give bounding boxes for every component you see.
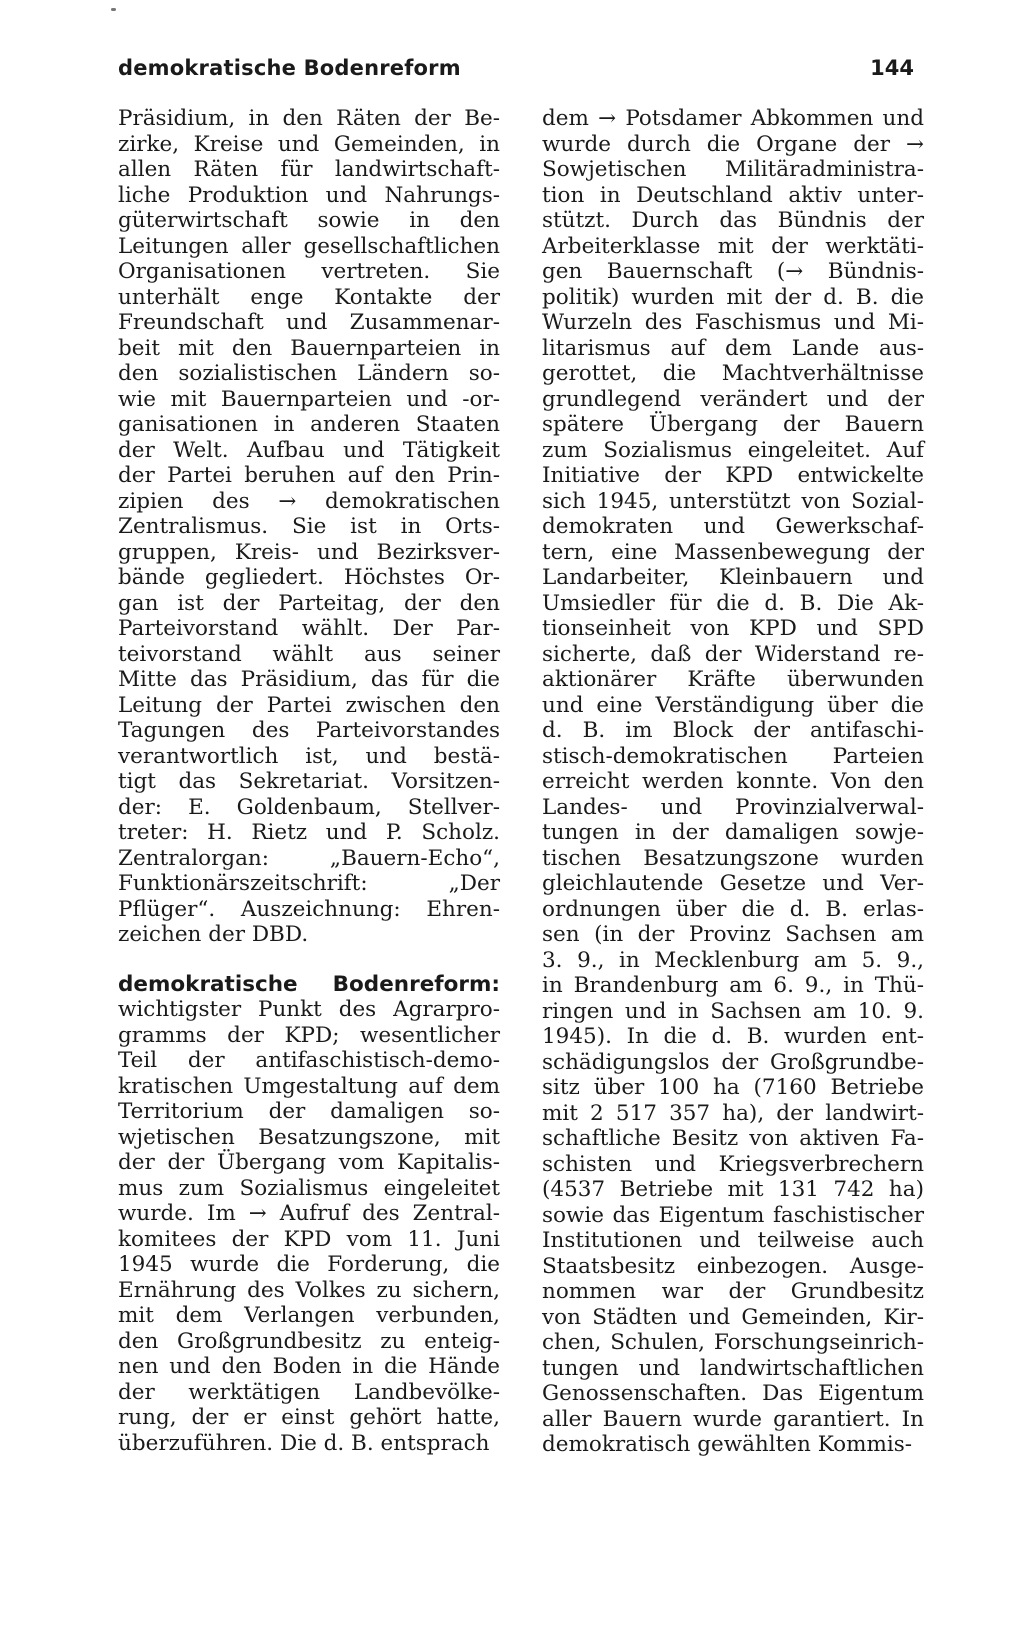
text-line: überzuführen. Die d. B. entsprach bbox=[118, 1430, 490, 1456]
text-line: schaftliche Besitz von aktiven Fa- bbox=[542, 1126, 924, 1151]
text-line: 1945). In die d. B. wurden ent- bbox=[542, 1024, 924, 1049]
text-line: wichtigster Punkt des Agrarpro- bbox=[118, 997, 500, 1022]
text-line: Staatsbesitz einbezogen. Ausge- bbox=[542, 1253, 924, 1279]
text-line: und eine Verständigung über die bbox=[542, 692, 924, 718]
text-line: d. B. im Block der antifaschi- bbox=[542, 718, 924, 743]
text-line: politik) wurden mit der d. B. die bbox=[542, 284, 924, 310]
text-line: der Welt. Aufbau und Tätigkeit bbox=[118, 437, 500, 463]
text-line: der: E. Goldenbaum, Stellver- bbox=[118, 794, 500, 820]
text-line: Leitungen aller gesellschaftlichen bbox=[118, 233, 500, 259]
text-line: Umsiedler für die d. B. Die Ak- bbox=[542, 590, 924, 616]
text-line: der Partei beruhen auf den Prin- bbox=[118, 463, 500, 488]
text-line: zeichen der DBD. bbox=[118, 922, 309, 947]
text-line: litarismus auf dem Lande aus- bbox=[542, 335, 924, 361]
page-number: 144 bbox=[870, 56, 914, 80]
text-line: kratischen Umgestaltung auf dem bbox=[118, 1073, 500, 1099]
text-line: beit mit den Bauernparteien in bbox=[118, 335, 500, 361]
text-line: Sowjetischen Militäradministra- bbox=[542, 157, 924, 182]
text-line: Pflüger“. Auszeichnung: Ehren- bbox=[118, 896, 500, 922]
text-line: Organisationen vertreten. Sie bbox=[118, 259, 500, 284]
text-line: gen Bauernschaft (→ Bündnis- bbox=[542, 259, 924, 284]
text-line: gramms der KPD; wesentlicher bbox=[118, 1022, 500, 1048]
text-line: tungen und landwirtschaftlichen bbox=[542, 1355, 924, 1381]
text-line: gan ist der Parteitag, der den bbox=[118, 590, 500, 616]
text-line: zum Sozialismus eingeleitet. Auf bbox=[542, 437, 924, 463]
text-line: tigt das Sekretariat. Vorsitzen- bbox=[118, 769, 500, 794]
running-head: demokratische Bodenreform bbox=[118, 56, 461, 80]
text-line: gerottet, die Machtverhältnisse bbox=[542, 361, 924, 386]
text-line: gruppen, Kreis- und Bezirksver- bbox=[118, 539, 500, 565]
text-line: Leitung der Partei zwischen den bbox=[118, 692, 500, 718]
print-mark bbox=[111, 8, 116, 11]
text-line: der der Übergang vom Kapitalis- bbox=[118, 1150, 500, 1175]
text-line: gleichlautende Gesetze und Ver- bbox=[542, 871, 924, 896]
text-line: ringen und in Sachsen am 10. 9. bbox=[542, 998, 924, 1024]
left-column bbox=[118, 106, 500, 1456]
text-line: sen (in der Provinz Sachsen am bbox=[542, 922, 924, 947]
text-line: tion in Deutschland aktiv unter- bbox=[542, 182, 924, 208]
text-line: zipien des → demokratischen bbox=[118, 488, 500, 514]
text-line: wie mit Bauernparteien und -or- bbox=[118, 386, 500, 412]
text-line: 1945 wurde die Forderung, die bbox=[118, 1252, 500, 1277]
text-line: Landarbeiter, Kleinbauern und bbox=[542, 565, 924, 590]
text-line: sich 1945, unterstützt von Sozial- bbox=[542, 488, 924, 514]
text-line: sicherte, daß der Widerstand re- bbox=[542, 641, 924, 667]
text-line: zirke, Kreise und Gemeinden, in bbox=[118, 131, 500, 157]
text-line: Parteivorstand wählt. Der Par- bbox=[118, 616, 500, 641]
text-line: Institutionen und teilweise auch bbox=[542, 1228, 924, 1253]
text-line: den Großgrundbesitz zu enteig- bbox=[118, 1328, 500, 1354]
right-column bbox=[542, 106, 924, 1458]
text-line: demokratisch gewählten Kommis- bbox=[542, 1432, 913, 1457]
text-line: Ernährung des Volkes zu sichern, bbox=[118, 1277, 500, 1303]
text-line: wjetischen Besatzungszone, mit bbox=[118, 1124, 500, 1150]
text-line: unterhält enge Kontakte der bbox=[118, 284, 500, 310]
text-line: Tagungen des Parteivorstandes bbox=[118, 718, 500, 743]
text-line: sowie das Eigentum faschistischer bbox=[542, 1202, 924, 1228]
text-line: tungen in der damaligen sowje- bbox=[542, 820, 924, 845]
text-line: aktionärer Kräfte überwunden bbox=[542, 667, 924, 692]
text-line: in Brandenburg am 6. 9., in Thü- bbox=[542, 973, 924, 998]
text-line: Landes- und Provinzialverwal- bbox=[542, 794, 924, 820]
text-line: komitees der KPD vom 11. Juni bbox=[118, 1226, 500, 1252]
text-line: Initiative der KPD entwickelte bbox=[542, 463, 924, 488]
text-line: schisten und Kriegsverbrechern bbox=[542, 1151, 924, 1177]
text-line: Territorium der damaligen so- bbox=[118, 1099, 500, 1124]
text-line: chen, Schulen, Forschungseinrich- bbox=[542, 1330, 924, 1355]
text-line: Zentralismus. Sie ist in Orts- bbox=[118, 514, 500, 539]
text-line: (4537 Betriebe mit 131 742 ha) bbox=[542, 1177, 924, 1202]
text-line: liche Produktion und Nahrungs- bbox=[118, 182, 500, 208]
text-line: spätere Übergang der Bauern bbox=[542, 412, 924, 437]
text-line: treter: H. Rietz und P. Scholz. bbox=[118, 820, 500, 845]
text-line: den sozialistischen Ländern so- bbox=[118, 361, 500, 386]
text-line: mit 2 517 357 ha), der landwirt- bbox=[542, 1100, 924, 1126]
text-line: dem → Potsdamer Abkommen und bbox=[542, 106, 924, 131]
text-line: Wurzeln des Faschismus und Mi- bbox=[542, 310, 924, 335]
text-line: allen Räten für landwirtschaft- bbox=[118, 157, 500, 182]
text-line: grundlegend verändert und der bbox=[542, 386, 924, 412]
text-line: rung, der er einst gehört hatte, bbox=[118, 1405, 500, 1430]
text-line: aller Bauern wurde garantiert. In bbox=[542, 1406, 924, 1432]
text-line: Mitte das Präsidium, das für die bbox=[118, 667, 500, 692]
text-line: bände gegliedert. Höchstes Or- bbox=[118, 565, 500, 590]
text-line: Funktionärszeitschrift: „Der bbox=[118, 871, 500, 896]
text-line: von Städten und Gemeinden, Kir- bbox=[542, 1304, 924, 1330]
text-line: mus zum Sozialismus eingeleitet bbox=[118, 1175, 500, 1201]
text-line: tionseinheit von KPD und SPD bbox=[542, 616, 924, 641]
entry-term: demokratische Bodenreform: bbox=[118, 971, 500, 997]
text-line: 3. 9., in Mecklenburg am 5. 9., bbox=[542, 947, 924, 973]
text-line: Genossenschaften. Das Eigentum bbox=[542, 1381, 924, 1406]
text-line: ordnungen über die d. B. erlas- bbox=[542, 896, 924, 922]
text-line: Präsidium, in den Räten der Be- bbox=[118, 106, 500, 131]
text-line: ganisationen in anderen Staaten bbox=[118, 412, 500, 437]
text-line: Arbeiterklasse mit der werktäti- bbox=[542, 233, 924, 259]
page-header bbox=[118, 56, 914, 90]
text-line: güterwirtschaft sowie in den bbox=[118, 208, 500, 233]
entry-separator bbox=[118, 948, 500, 972]
text-line: Freundschaft und Zusammenar- bbox=[118, 310, 500, 335]
text-line: Zentralorgan: „Bauern-Echo“, bbox=[118, 845, 500, 871]
text-line: tischen Besatzungszone wurden bbox=[542, 845, 924, 871]
text-line: wurde durch die Organe der → bbox=[542, 131, 924, 157]
text-line: der werktätigen Landbevölke- bbox=[118, 1379, 500, 1405]
text-line: nommen war der Grundbesitz bbox=[542, 1279, 924, 1304]
text-line: stützt. Durch das Bündnis der bbox=[542, 208, 924, 233]
text-line: teivorstand wählt aus seiner bbox=[118, 641, 500, 667]
text-line: Teil der antifaschistisch-demo- bbox=[118, 1048, 500, 1073]
text-line: tern, eine Massenbewegung der bbox=[542, 539, 924, 565]
text-line: schädigungslos der Großgrundbe- bbox=[542, 1049, 924, 1075]
text-line: stisch-demokratischen Parteien bbox=[542, 743, 924, 769]
text-line: erreicht werden konnte. Von den bbox=[542, 769, 924, 794]
text-line: wurde. Im → Aufruf des Zentral- bbox=[118, 1201, 500, 1226]
text-line: verantwortlich ist, und bestä- bbox=[118, 743, 500, 769]
text-line: demokraten und Gewerkschaf- bbox=[542, 514, 924, 539]
text-line: mit dem Verlangen verbunden, bbox=[118, 1303, 500, 1328]
text-line: sitz über 100 ha (7160 Betriebe bbox=[542, 1075, 924, 1100]
text-line: nen und den Boden in die Hände bbox=[118, 1354, 500, 1379]
